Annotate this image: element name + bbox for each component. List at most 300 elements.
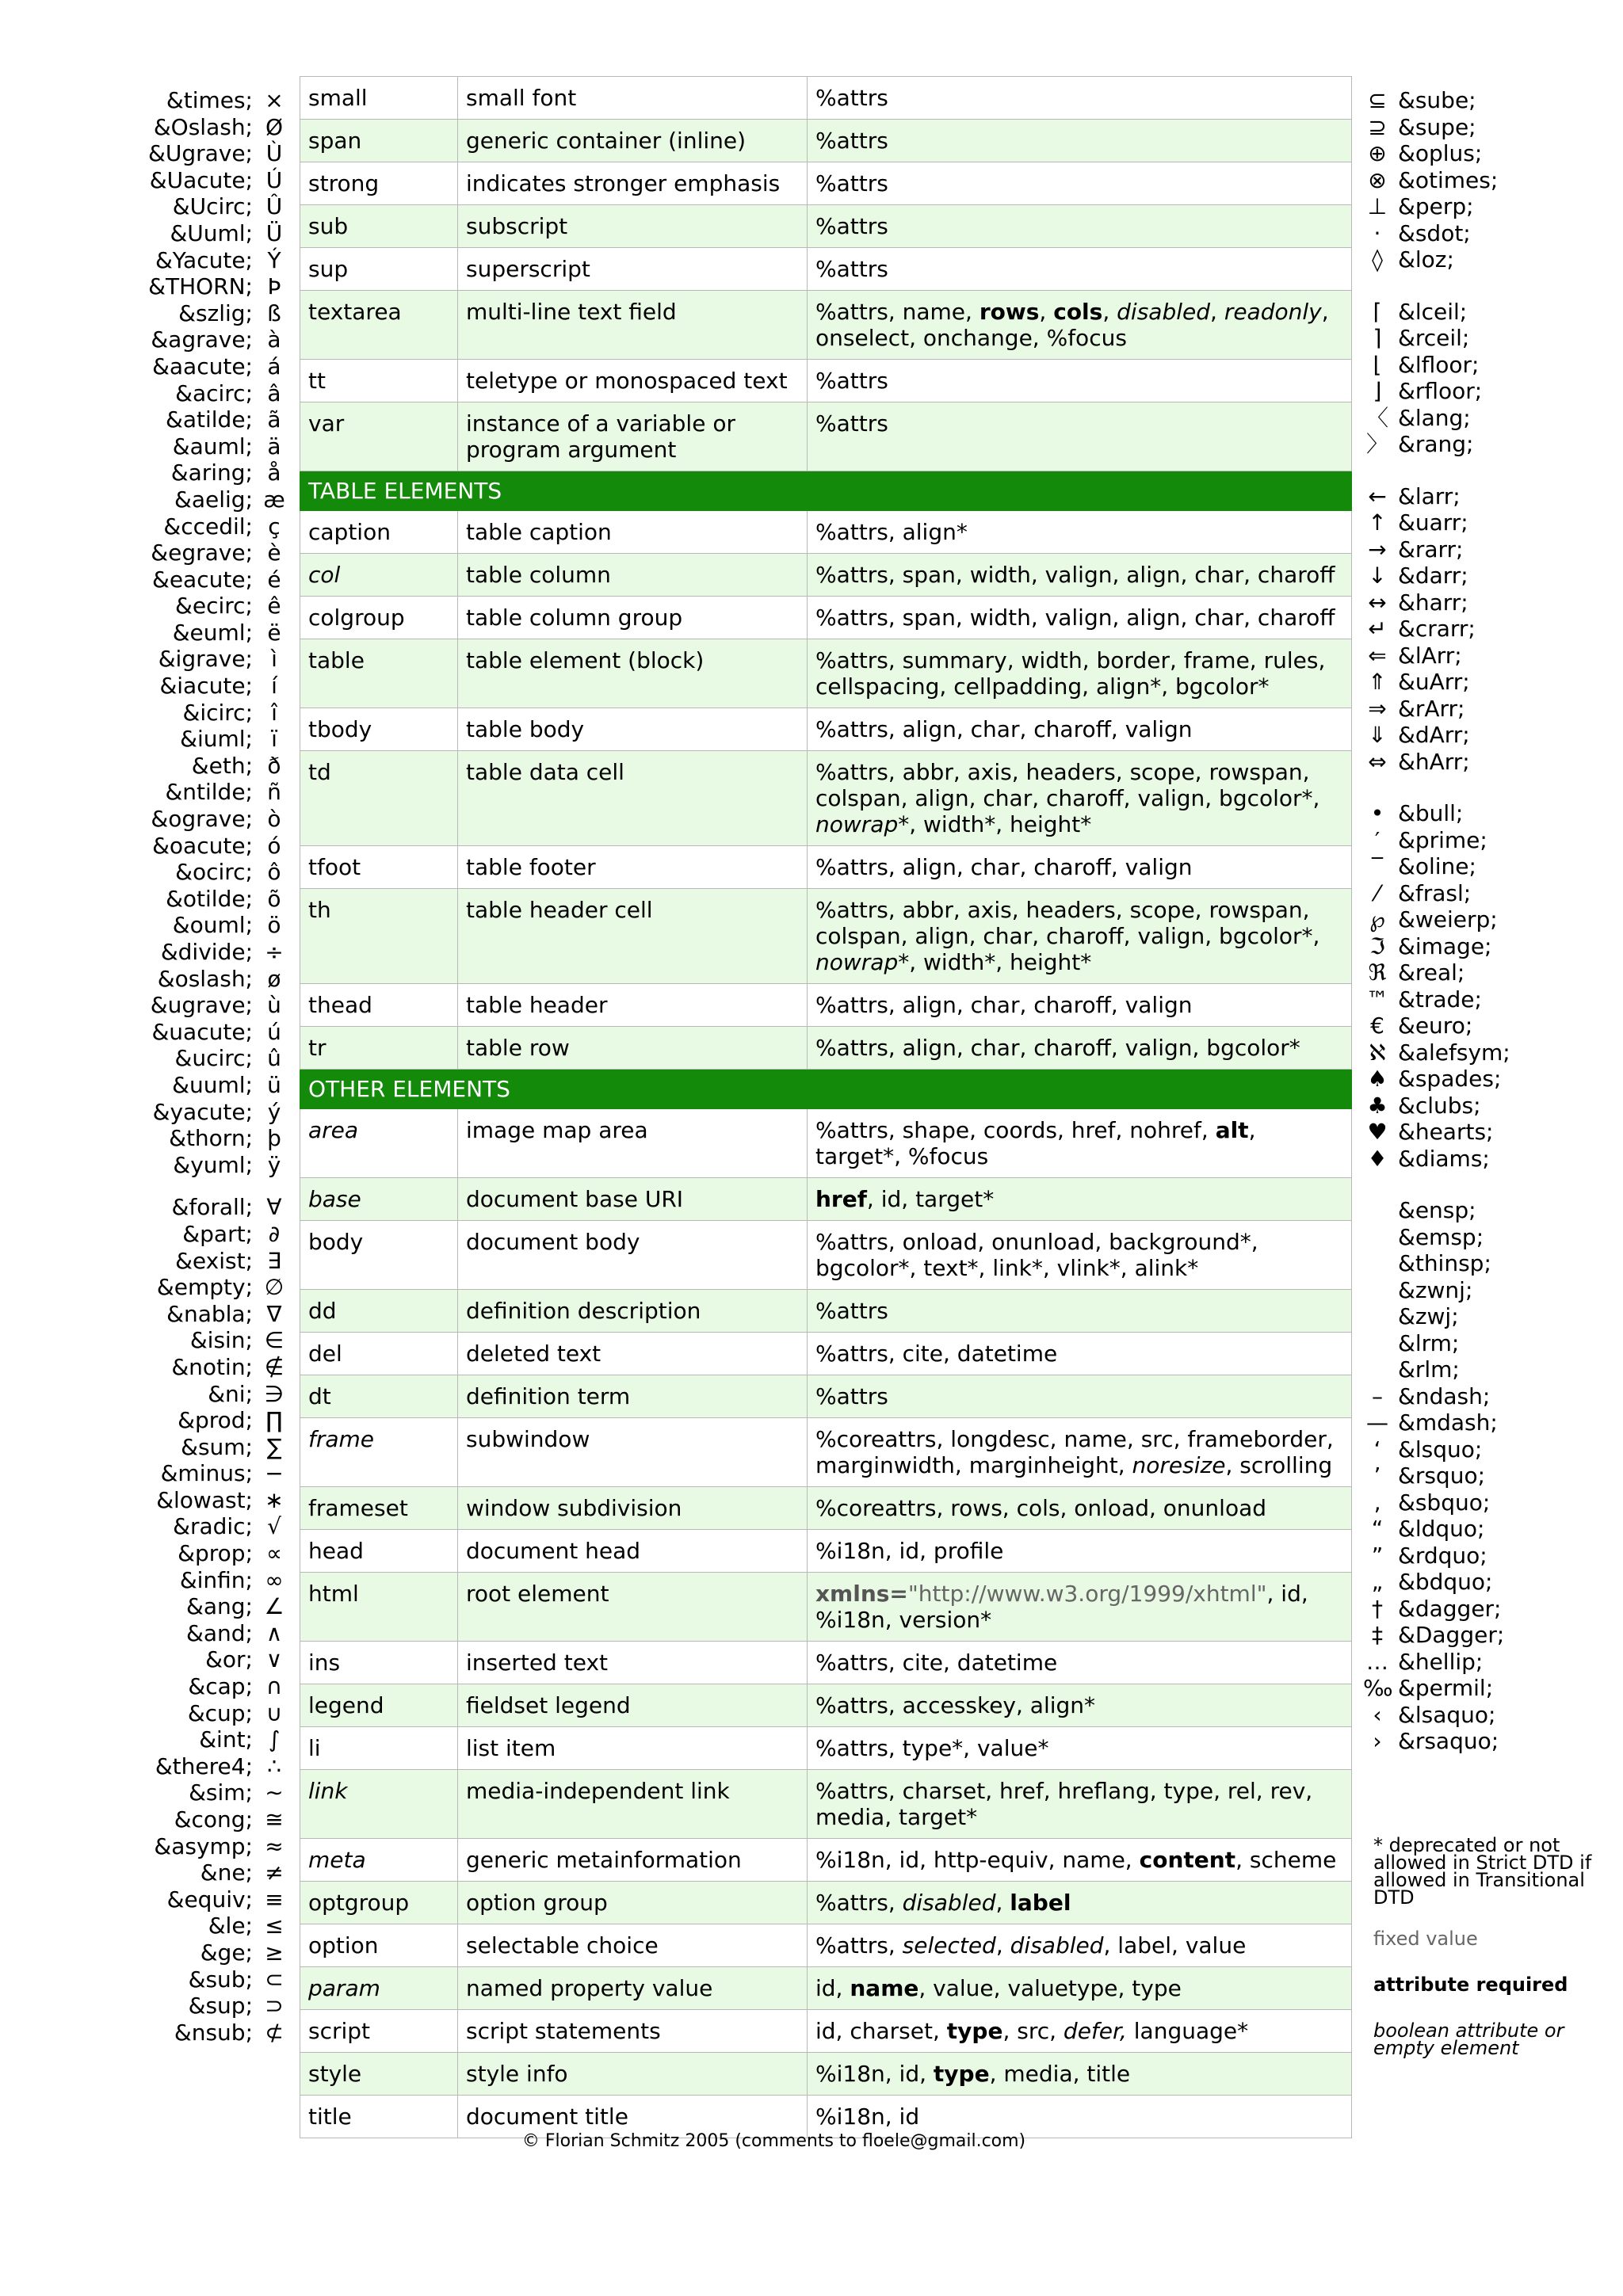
element-name: dt — [300, 1375, 458, 1418]
table-row — [300, 889, 1352, 984]
element-description: deleted text — [458, 1333, 808, 1375]
entity-row — [119, 1248, 289, 1275]
element-attributes: %attrs — [808, 360, 1352, 402]
element-description: option group — [458, 1882, 808, 1924]
element-name: tr — [300, 1027, 458, 1070]
element-attributes: %i18n, id, profile — [808, 1530, 1352, 1573]
entity-code: &icirc; — [182, 699, 253, 726]
entity-row — [1363, 87, 1617, 114]
element-description: root element — [458, 1573, 808, 1642]
entity-code: &spades; — [1398, 1066, 1502, 1092]
entity-code: &lsquo; — [1398, 1436, 1483, 1463]
element-name: table — [300, 639, 458, 708]
entity-code: &Uacute; — [149, 166, 253, 193]
entity-code: &hArr; — [1398, 748, 1470, 775]
entity-row — [1363, 800, 1617, 827]
entity-row — [119, 2019, 289, 2046]
entity-row — [119, 806, 289, 833]
element-attributes: %attrs — [808, 1290, 1352, 1333]
table-row — [300, 751, 1352, 846]
element-attributes: %attrs, align, char, charoff, valign — [808, 984, 1352, 1027]
element-name: title — [300, 2096, 458, 2138]
entity-glyph: è — [267, 540, 281, 566]
element-attributes: %i18n, id, type, media, title — [808, 2053, 1352, 2096]
entity-glyph: ⋅ — [1373, 219, 1381, 246]
entity-code: &agrave; — [151, 326, 253, 353]
entity-code: &notin; — [171, 1353, 253, 1380]
entity-row — [119, 646, 289, 673]
element-name: script — [300, 2010, 458, 2053]
entity-row — [1363, 1093, 1617, 1119]
entity-code: &aelig; — [174, 486, 253, 513]
element-attributes: %attrs, shape, coords, href, nohref, alt, target*, %focus — [808, 1109, 1352, 1178]
element-name: optgroup — [300, 1882, 458, 1924]
entity-row — [119, 1354, 289, 1381]
entity-glyph: ‘ — [1373, 1436, 1381, 1463]
entity-glyph: ™ — [1366, 986, 1388, 1013]
entity-glyph: ∇ — [266, 1300, 282, 1327]
entity-glyph: ↓ — [1368, 563, 1387, 589]
entity-row — [119, 1301, 289, 1328]
entity-glyph — [1363, 1224, 1392, 1251]
entity-row — [1363, 906, 1617, 933]
entity-glyph: é — [267, 566, 281, 593]
element-name: span — [300, 120, 458, 162]
entity-row — [1363, 1119, 1617, 1146]
entity-glyph: ∅ — [264, 1274, 285, 1301]
table-row — [300, 1573, 1352, 1642]
table-row — [300, 708, 1352, 751]
element-name: frameset — [300, 1487, 458, 1530]
element-description: image map area — [458, 1109, 808, 1178]
entity-code: &supe; — [1398, 113, 1476, 140]
entity-code: &rsaquo; — [1398, 1728, 1499, 1754]
entity-glyph: ∂ — [268, 1220, 281, 1247]
entity-code: &eth; — [191, 752, 253, 779]
entity-row — [119, 1806, 289, 1833]
entity-row — [119, 753, 289, 780]
attribute-fragment: type — [946, 2018, 1003, 2044]
entity-glyph: ℑ — [1369, 933, 1385, 959]
element-description: document head — [458, 1530, 808, 1573]
entity-glyph: … — [1366, 1648, 1388, 1675]
entity-row — [1363, 1303, 1617, 1330]
element-name: param — [300, 1967, 458, 2010]
legend-attribute-required: attribute required — [1373, 1974, 1568, 1996]
element-attributes: %attrs, selected, disabled, label, value — [808, 1924, 1352, 1967]
entity-glyph: Ø — [265, 113, 284, 140]
entity-code: &sube; — [1398, 87, 1476, 113]
entity-code: &uArr; — [1398, 669, 1470, 695]
entity-code: &oplus; — [1398, 140, 1483, 166]
element-attributes: %attrs, name, rows, cols, disabled, readonly, onselect, onchange, %focus — [808, 291, 1352, 360]
element-attributes: %attrs, align, char, charoff, valign — [808, 846, 1352, 889]
entity-row — [1363, 483, 1617, 510]
entity-glyph: à — [267, 326, 281, 353]
element-name: base — [300, 1178, 458, 1221]
entity-code: &ni; — [208, 1380, 253, 1407]
entity-glyph: ∝ — [265, 1540, 282, 1567]
entity-glyph: ⊥ — [1367, 193, 1388, 219]
table-row — [300, 1487, 1352, 1530]
entity-glyph: ℜ — [1368, 959, 1387, 986]
entity-row — [119, 1194, 289, 1221]
entity-code: &igrave; — [158, 646, 253, 673]
entity-code: &szlig; — [178, 299, 253, 326]
element-description: document title — [458, 2096, 808, 2138]
group-gap — [1363, 458, 1617, 483]
entity-glyph: ⊄ — [265, 2019, 284, 2046]
entity-code: &le; — [208, 1913, 253, 1939]
entity-row — [119, 1125, 289, 1152]
entity-row — [1363, 509, 1617, 536]
table-row — [300, 1727, 1352, 1770]
table-row — [300, 1924, 1352, 1967]
entity-glyph: › — [1373, 1728, 1382, 1754]
entity-code: &times; — [166, 87, 253, 113]
table-row — [300, 360, 1352, 402]
entity-glyph: ◊ — [1372, 246, 1383, 273]
element-attributes: %attrs — [808, 162, 1352, 205]
entity-code: &atilde; — [166, 406, 253, 433]
entity-row — [1363, 1516, 1617, 1543]
entity-row — [119, 1726, 289, 1753]
element-attributes: %attrs, type*, value* — [808, 1727, 1352, 1770]
element-attributes: %attrs — [808, 402, 1352, 471]
entity-code: &emsp; — [1398, 1223, 1484, 1250]
entity-code: &Dagger; — [1398, 1622, 1505, 1648]
element-name: legend — [300, 1684, 458, 1727]
element-description: definition term — [458, 1375, 808, 1418]
entity-glyph: ‹ — [1373, 1701, 1382, 1728]
element-name: tbody — [300, 708, 458, 751]
entity-row — [1363, 616, 1617, 643]
entity-row — [1363, 933, 1617, 960]
entity-row — [119, 1434, 289, 1461]
entity-row — [1363, 669, 1617, 696]
entity-row — [119, 300, 289, 327]
element-name: li — [300, 1727, 458, 1770]
table-row — [300, 1684, 1352, 1727]
entity-glyph: „ — [1371, 1569, 1384, 1595]
entity-code: &rlm; — [1398, 1356, 1460, 1383]
entity-row — [119, 1859, 289, 1886]
table-row — [300, 1967, 1352, 2010]
legend-fixed-value: fixed value — [1373, 1928, 1478, 1950]
table-row — [300, 639, 1352, 708]
entity-row — [119, 1540, 289, 1567]
entity-row — [1363, 193, 1617, 220]
entity-glyph: ⇔ — [1368, 748, 1387, 775]
entity-glyph: ↔ — [1368, 589, 1387, 616]
entity-row — [119, 726, 289, 753]
entity-row — [119, 193, 289, 220]
entity-row — [119, 1567, 289, 1594]
entity-row — [119, 433, 289, 460]
entity-code: &frasl; — [1398, 879, 1472, 906]
entity-row — [1363, 986, 1617, 1013]
table-row — [300, 1375, 1352, 1418]
entity-code: &rarr; — [1398, 536, 1464, 563]
entity-row — [1363, 589, 1617, 616]
entity-glyph: ‡ — [1372, 1622, 1383, 1648]
entity-row — [1363, 431, 1617, 458]
entity-code: &zwnj; — [1398, 1276, 1473, 1303]
attribute-fragment: type — [933, 2061, 990, 2087]
entity-row — [119, 1646, 289, 1673]
entity-row — [119, 140, 289, 167]
table-row — [300, 162, 1352, 205]
table-row — [300, 1027, 1352, 1070]
entity-row — [119, 1513, 289, 1540]
entity-row — [119, 326, 289, 353]
entity-code: &sdot; — [1398, 219, 1471, 246]
entity-glyph: ∪ — [265, 1699, 283, 1726]
entity-glyph: ‚ — [1373, 1489, 1381, 1516]
entity-row — [119, 1407, 289, 1434]
entity-code: &ldquo; — [1398, 1516, 1485, 1542]
entity-row — [119, 1673, 289, 1700]
element-attributes: id, name, value, valuetype, type — [808, 1967, 1352, 2010]
attribute-fragment: noresize — [1132, 1452, 1226, 1478]
entity-code: &diams; — [1398, 1145, 1490, 1172]
entity-glyph: ÷ — [265, 939, 284, 965]
element-description: script statements — [458, 2010, 808, 2053]
element-description: style info — [458, 2053, 808, 2096]
entity-row — [1363, 1543, 1617, 1569]
footer-copyright: © Florian Schmitz 2005 (comments to floele@gmail.com) — [521, 2131, 1026, 2151]
element-attributes: %attrs, align, char, charoff, valign — [808, 708, 1352, 751]
element-attributes: %coreattrs, rows, cols, onload, onunload — [808, 1487, 1352, 1530]
entity-code: &eacute; — [152, 566, 253, 593]
entity-code: &sim; — [189, 1779, 253, 1806]
element-name: style — [300, 2053, 458, 2096]
element-description: subwindow — [458, 1418, 808, 1487]
entity-glyph: æ — [263, 486, 285, 513]
entity-code: &prop; — [178, 1540, 253, 1567]
entity-code: &lang; — [1398, 404, 1471, 431]
legend-deprecated: * deprecated or not allowed in Strict DTD if allowed in Transitional DTD — [1373, 1834, 1592, 1909]
entity-row — [1363, 1675, 1617, 1702]
entity-code: &euml; — [172, 619, 253, 646]
entity-code: &uarr; — [1398, 509, 1468, 536]
entity-row — [119, 1045, 289, 1072]
entity-row — [1363, 405, 1617, 432]
entity-code: &cong; — [174, 1806, 253, 1833]
entity-code: &ne; — [200, 1859, 253, 1886]
entity-glyph — [1363, 1250, 1392, 1277]
entity-row — [119, 1487, 289, 1514]
table-row — [300, 1178, 1352, 1221]
entity-code: &ge; — [200, 1939, 253, 1966]
entity-code: &aring; — [170, 460, 253, 486]
legend — [1373, 1836, 1619, 2057]
entity-code: &perp; — [1398, 193, 1474, 219]
entity-code: &image; — [1398, 933, 1492, 959]
element-description: generic container (inline) — [458, 120, 808, 162]
group-gap — [1363, 1172, 1617, 1197]
entity-glyph: “ — [1371, 1516, 1384, 1542]
entity-glyph: − — [265, 1460, 284, 1487]
entity-row — [1363, 246, 1617, 273]
entity-code: &crarr; — [1398, 616, 1476, 642]
entity-row — [1363, 643, 1617, 669]
entity-code: &rceil; — [1398, 325, 1470, 351]
entity-glyph: √ — [267, 1513, 281, 1540]
element-description: list item — [458, 1727, 808, 1770]
entity-glyph: 〈 — [1365, 404, 1388, 431]
attribute-fragment: label — [1010, 1890, 1071, 1916]
table-row — [300, 1882, 1352, 1924]
entity-row — [119, 167, 289, 194]
entity-row — [1363, 378, 1617, 405]
entity-glyph: Ý — [267, 246, 281, 273]
entity-code: &ccedil; — [163, 513, 253, 540]
entity-glyph: ⇒ — [1368, 695, 1387, 722]
element-description: table data cell — [458, 751, 808, 846]
entity-row — [1363, 1463, 1617, 1489]
entity-glyph — [1363, 1277, 1392, 1304]
entity-glyph: ♥ — [1367, 1119, 1388, 1145]
entity-row — [119, 939, 289, 966]
entity-row — [119, 673, 289, 700]
entity-code: &nsub; — [174, 2019, 253, 2046]
element-description: named property value — [458, 1967, 808, 2010]
right-entity-list — [1363, 87, 1617, 1755]
entity-code: &isin; — [189, 1327, 253, 1354]
entity-code: &there4; — [155, 1753, 253, 1779]
entity-row — [1363, 1649, 1617, 1676]
element-attributes: %attrs, align, char, charoff, valign, bgcolor* — [808, 1027, 1352, 1070]
entity-row — [1363, 1436, 1617, 1463]
entity-glyph: ‾ — [1372, 853, 1383, 879]
entity-glyph: ó — [267, 832, 281, 859]
entity-row — [119, 1381, 289, 1408]
entity-code: &minus; — [160, 1460, 253, 1487]
entity-row — [119, 1620, 289, 1647]
entity-row — [119, 87, 289, 114]
attribute-fragment: cols — [1053, 299, 1103, 325]
entity-code: &asymp; — [154, 1833, 253, 1859]
element-attributes: %attrs — [808, 248, 1352, 291]
element-name: sub — [300, 205, 458, 248]
entity-glyph: á — [267, 353, 281, 379]
entity-code: &ensp; — [1398, 1197, 1476, 1223]
entity-row — [119, 1152, 289, 1179]
entity-code: &oacute; — [152, 832, 253, 859]
entity-row — [119, 912, 289, 939]
attribute-fragment: content — [1139, 1847, 1236, 1873]
entity-code: &rArr; — [1398, 695, 1465, 722]
attribute-fragment: disabled — [1117, 299, 1210, 325]
entity-glyph: ⇑ — [1368, 669, 1387, 695]
entity-code: &real; — [1398, 959, 1465, 986]
entity-code: &infin; — [179, 1566, 253, 1593]
entity-glyph: ø — [267, 965, 281, 992]
element-attributes: %attrs, charset, href, hreflang, type, rel, rev, media, target* — [808, 1770, 1352, 1839]
entity-code: &part; — [182, 1220, 253, 1247]
entity-row — [119, 1593, 289, 1620]
attribute-fragment: nowrap — [815, 949, 899, 975]
entity-code: &euro; — [1398, 1013, 1473, 1039]
entity-glyph — [1363, 1356, 1392, 1383]
element-name: col — [300, 554, 458, 597]
entity-code: &yacute; — [152, 1098, 253, 1125]
table-row — [300, 291, 1352, 360]
entity-glyph: ♠ — [1367, 1066, 1388, 1092]
entity-glyph: ∈ — [264, 1327, 285, 1354]
entity-code: &trade; — [1398, 986, 1482, 1013]
entity-code: &iacute; — [159, 673, 253, 700]
entity-glyph: ∗ — [265, 1486, 284, 1513]
entity-code: &cup; — [187, 1699, 253, 1726]
entity-code: &ecirc; — [175, 593, 253, 620]
entity-glyph — [1363, 1330, 1392, 1357]
entity-glyph: ⊃ — [265, 1993, 284, 2019]
entity-row — [1363, 959, 1617, 986]
table-row — [300, 1333, 1352, 1375]
entity-glyph: × — [265, 87, 284, 113]
entity-code: &weierp; — [1398, 906, 1498, 933]
element-attributes: %attrs, cite, datetime — [808, 1642, 1352, 1684]
element-name: dd — [300, 1290, 458, 1333]
entity-code: &Yacute; — [155, 246, 253, 273]
element-description: instance of a variable or program argument — [458, 402, 808, 471]
attribute-fragment: selected — [902, 1932, 996, 1958]
entity-row — [1363, 1330, 1617, 1357]
entity-glyph: ∀ — [266, 1194, 282, 1221]
element-name: head — [300, 1530, 458, 1573]
entity-row — [1363, 1409, 1617, 1436]
entity-glyph: ↵ — [1368, 616, 1387, 642]
entity-code: &lsaquo; — [1398, 1701, 1496, 1728]
entity-code: &hellip; — [1398, 1648, 1484, 1675]
entity-code: &permil; — [1398, 1675, 1494, 1701]
entity-row — [119, 593, 289, 620]
entity-glyph: ô — [267, 859, 281, 886]
element-attributes: %attrs, cite, datetime — [808, 1333, 1352, 1375]
entity-glyph: ≅ — [265, 1806, 284, 1833]
entity-code: &Ugrave; — [147, 140, 253, 167]
entity-code: &ucirc; — [174, 1045, 253, 1072]
entity-code: &sum; — [181, 1433, 253, 1460]
element-description: table header cell — [458, 889, 808, 984]
entity-row — [119, 1460, 289, 1487]
entity-row — [119, 859, 289, 886]
entity-row — [1363, 1356, 1617, 1383]
element-description: table column group — [458, 597, 808, 639]
entity-glyph: ö — [267, 912, 281, 939]
entity-glyph: ⇓ — [1368, 722, 1387, 748]
entity-row — [1363, 114, 1617, 141]
element-description: table column — [458, 554, 808, 597]
entity-glyph: ≠ — [265, 1859, 284, 1886]
element-attributes: %i18n, id, http-equiv, name, content, scheme — [808, 1839, 1352, 1882]
entity-glyph: ì — [271, 646, 277, 673]
element-attributes: %attrs, onload, onunload, background*, bgcolor*, text*, link*, vlink*, alink* — [808, 1221, 1352, 1290]
entity-code: &int; — [199, 1726, 253, 1753]
entity-code: &otimes; — [1398, 166, 1499, 193]
element-name: colgroup — [300, 597, 458, 639]
entity-glyph: ≥ — [265, 1939, 284, 1966]
element-description: indicates stronger emphasis — [458, 162, 808, 205]
attribute-fragment: disabled — [902, 1890, 996, 1916]
entity-code: &bdquo; — [1398, 1569, 1493, 1595]
entity-code: &radic; — [173, 1513, 253, 1540]
entity-glyph: ‰ — [1363, 1675, 1393, 1701]
entity-glyph: ⊆ — [1368, 87, 1387, 113]
entity-row — [119, 460, 289, 486]
